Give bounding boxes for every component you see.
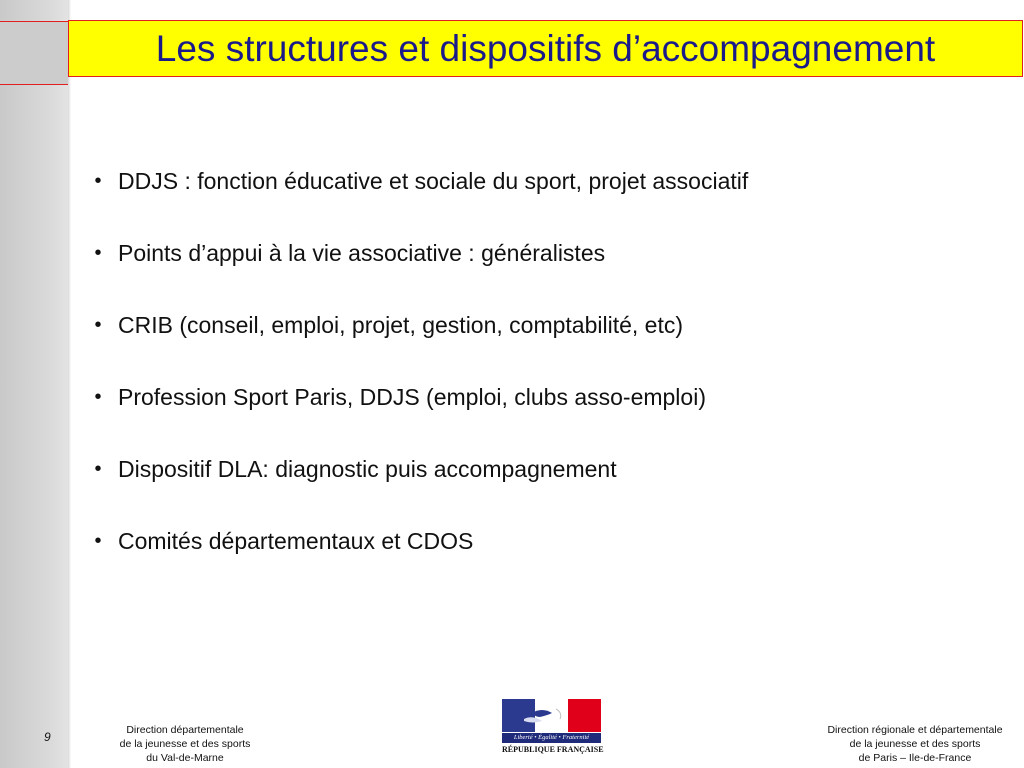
footer-right-line: de Paris – Ile-de-France — [858, 752, 972, 764]
logo-motto: Liberté • Égalité • Fraternité — [502, 733, 601, 743]
left-decorative-band — [0, 0, 68, 768]
bullet-text: Profession Sport Paris, DDJS (emploi, clubs asso-emploi) — [118, 384, 706, 410]
bullet-item — [78, 384, 748, 456]
footer-left-organization — [100, 723, 270, 765]
left-band-edge — [68, 0, 71, 768]
republique-francaise-logo — [502, 699, 604, 759]
logo-name: RÉPUBLIQUE FRANÇAISE — [502, 745, 604, 754]
bullet-icon: • — [94, 314, 102, 336]
bullet-icon: • — [94, 530, 102, 552]
bullet-text: Dispositif DLA: diagnostic puis accompagnement — [118, 456, 617, 482]
bullet-text: DDJS : fonction éducative et sociale du sport, projet associatif — [118, 168, 749, 194]
slide-title: Les structures et dispositifs d’accompagnement — [155, 27, 936, 69]
footer-right-line: de la jeunesse et des sports — [849, 738, 981, 750]
bullet-item — [78, 456, 748, 528]
title-bar — [68, 20, 1023, 77]
page-number: 9 — [44, 730, 51, 744]
footer-right-line: Direction régionale et départementale — [827, 724, 1003, 736]
footer-left-line: du Val-de-Marne — [146, 752, 224, 764]
bullet-text: Comités départementaux et CDOS — [118, 528, 474, 554]
title-tab-marker — [0, 21, 68, 85]
bullet-text: Points d’appui à la vie associative : généralistes — [118, 240, 606, 266]
bullet-item — [78, 312, 748, 384]
marianne-flag-icon — [502, 699, 601, 732]
bullet-item — [78, 528, 748, 600]
footer-right-organization — [810, 723, 1020, 765]
bullet-icon: • — [94, 242, 102, 264]
bullet-icon: • — [94, 458, 102, 480]
bullet-icon: • — [94, 170, 102, 192]
bullet-item — [78, 168, 748, 240]
bullet-item — [78, 240, 748, 312]
bullet-text: CRIB (conseil, emploi, projet, gestion, comptabilité, etc) — [118, 312, 684, 338]
footer-left-line: de la jeunesse et des sports — [119, 738, 251, 750]
footer-left-line: Direction départementale — [126, 724, 244, 736]
bullet-list — [78, 168, 748, 600]
bullet-icon: • — [94, 386, 102, 408]
